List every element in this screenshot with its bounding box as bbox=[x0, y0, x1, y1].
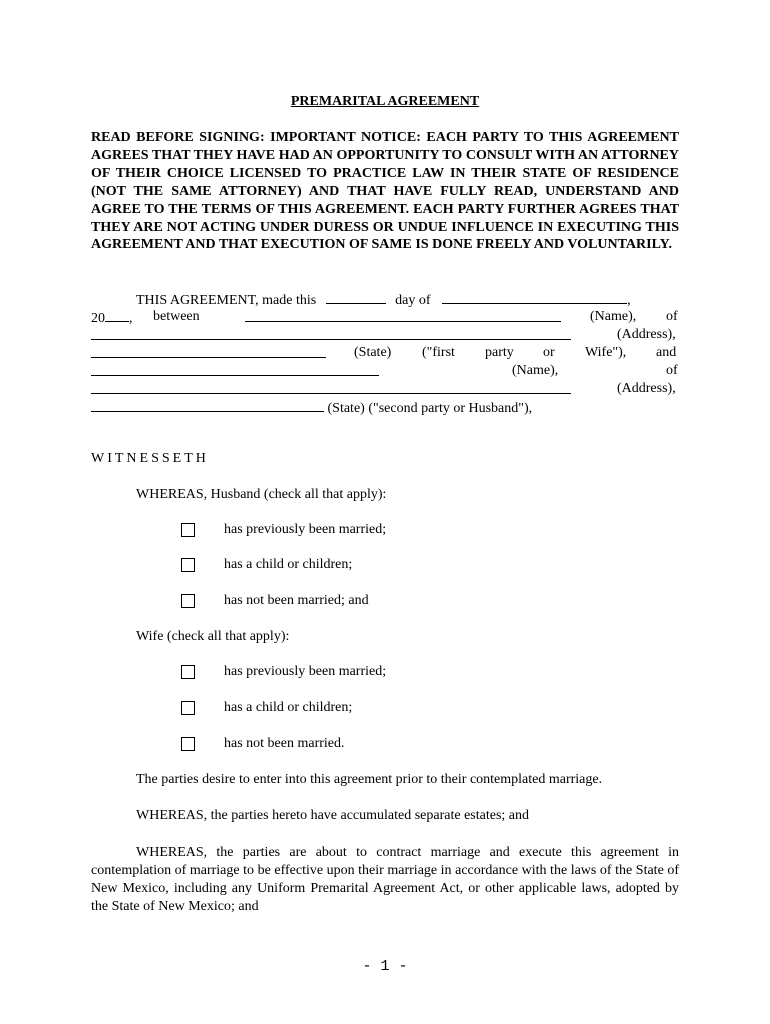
party1-address-wrap bbox=[91, 327, 571, 345]
name2-label: (Name), bbox=[512, 363, 559, 378]
first-party-d: Wife"), bbox=[585, 345, 627, 360]
contract-paragraph: WHEREAS, the parties are about to contract marriage and execute this agreement in contemplation of marriage to be effective upon their marriage in accordance with the laws of the State of New Mexico, including any Uniform Premarital Agreement Act, or other applicable laws, adopted by the State of New Mexico; and bbox=[91, 845, 679, 914]
husband-checkbox-1[interactable] bbox=[181, 523, 195, 537]
state2-label: (State) ("second party or Husband"), bbox=[327, 401, 533, 416]
of2-label: of bbox=[666, 363, 678, 378]
of1-label: of bbox=[666, 309, 678, 324]
contemplated-paragraph: The parties desire to enter into this agreement prior to their contemplated marriage. bbox=[136, 772, 603, 787]
wife-checkbox-2[interactable] bbox=[181, 701, 195, 715]
page-number: - 1 - bbox=[362, 958, 408, 975]
party2-name-wrap bbox=[91, 363, 379, 381]
wife-checkbox-3[interactable] bbox=[181, 737, 195, 751]
wife-heading: Wife (check all that apply): bbox=[136, 629, 290, 644]
address2-label: (Address), bbox=[617, 381, 676, 396]
husband-option-label: has a child or children; bbox=[224, 557, 353, 572]
wife-option-2 bbox=[181, 700, 352, 716]
intro-line-1 bbox=[136, 291, 631, 309]
estates-paragraph: WHEREAS, the parties hereto have accumulated separate estates; and bbox=[136, 808, 530, 823]
first-party-b: party bbox=[485, 345, 514, 360]
wife-checkbox-1[interactable] bbox=[181, 665, 195, 679]
party1-state-wrap bbox=[91, 345, 326, 363]
husband-checkbox-3[interactable] bbox=[181, 594, 195, 608]
notice-text: READ BEFORE SIGNING: IMPORTANT NOTICE: EACH PARTY TO THIS AGREEMENT AGREES THAT THEY HAVE HAD AN OPPORTUNITY TO CONSULT WITH AN ATTORNEY OF THEIR CHOICE LICENSED TO PRACTICE LAW IN THEIR STATE OF RESIDENCE (NOT THE SAME ATTORNEY) AND THAT HAVE FULLY READ, UNDERSTAND AND AGREE TO THE TERMS OF THIS AGREEMENT. EACH PARTY FURTHER AGREES THAT THEY ARE NOT ACTING UNDER DURESS OR UNDUE INFLUENCE IN EXECUTING THIS AGREEMENT AND THAT EXECUTION OF SAME IS DONE FREELY AND VOLUNTARILY. bbox=[91, 130, 679, 253]
made-this-label: THIS AGREEMENT, made this bbox=[136, 293, 317, 308]
party2-state-blank[interactable] bbox=[91, 399, 324, 412]
husband-option-label: has not been married; and bbox=[224, 593, 369, 608]
name1-label: (Name), bbox=[590, 309, 637, 324]
party2-address-blank[interactable] bbox=[91, 381, 571, 394]
document-title: PREMARITAL AGREEMENT bbox=[290, 94, 480, 109]
intro-line-7 bbox=[91, 399, 532, 417]
husband-option-3 bbox=[181, 593, 369, 609]
first-party-c: or bbox=[543, 345, 555, 360]
party1-name-wrap bbox=[245, 309, 561, 327]
husband-checkbox-2[interactable] bbox=[181, 558, 195, 572]
day-blank[interactable] bbox=[326, 291, 386, 304]
between-label: between bbox=[153, 309, 200, 324]
party2-address-wrap bbox=[91, 381, 571, 399]
state1-label: (State) bbox=[354, 345, 392, 360]
wife-option-label: has not been married. bbox=[224, 736, 345, 751]
wife-option-3 bbox=[181, 736, 345, 752]
husband-heading: WHEREAS, Husband (check all that apply): bbox=[136, 487, 387, 502]
wife-option-1 bbox=[181, 664, 386, 680]
witnesseth-heading: WITNESSETH bbox=[91, 451, 209, 466]
party1-address-blank[interactable] bbox=[91, 327, 571, 340]
day-of-label: day of bbox=[395, 293, 431, 308]
wife-option-label: has previously been married; bbox=[224, 664, 387, 679]
party1-name-blank[interactable] bbox=[245, 309, 561, 322]
address1-label: (Address), bbox=[617, 327, 676, 342]
wife-option-label: has a child or children; bbox=[224, 700, 353, 715]
comma: , bbox=[627, 293, 631, 308]
husband-option-label: has previously been married; bbox=[224, 522, 387, 537]
party1-state-blank[interactable] bbox=[91, 345, 326, 358]
important-notice bbox=[91, 129, 679, 254]
intro-line-2: 20 , bbox=[91, 311, 133, 326]
party2-name-blank[interactable] bbox=[91, 363, 379, 376]
first-party-a: ("first bbox=[422, 345, 455, 360]
husband-option-2 bbox=[181, 557, 352, 573]
month-blank[interactable] bbox=[442, 291, 627, 304]
and1-label: and bbox=[656, 345, 677, 360]
husband-option-1 bbox=[181, 522, 386, 538]
year-blank[interactable] bbox=[105, 309, 129, 322]
year-prefix: 20 bbox=[91, 311, 105, 326]
